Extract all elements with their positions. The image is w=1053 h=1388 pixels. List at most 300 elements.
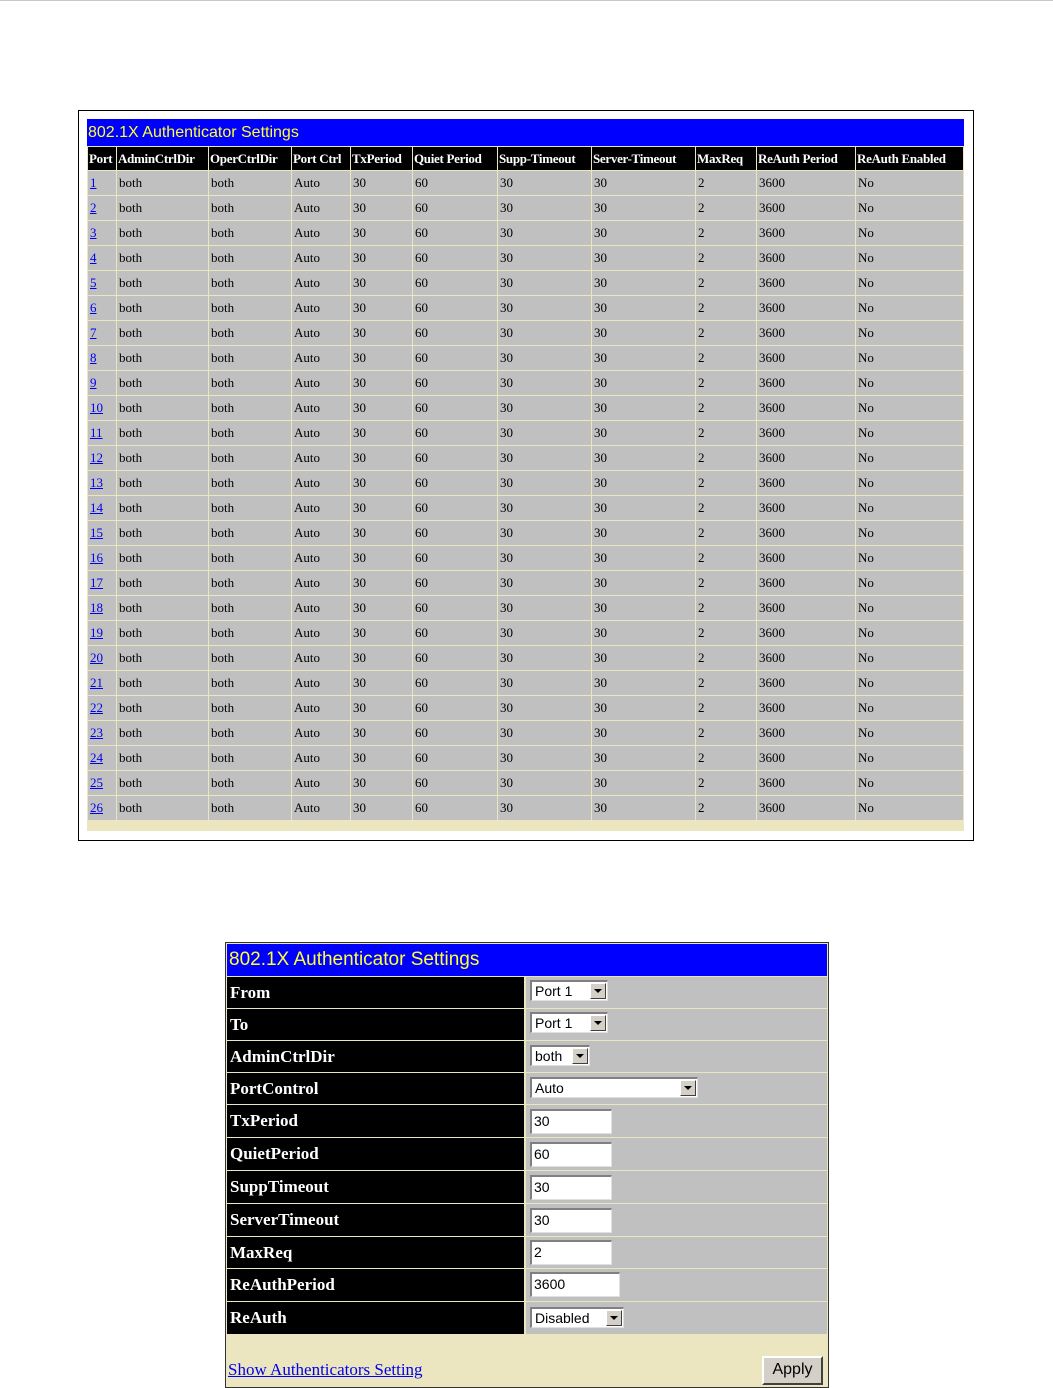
cell-port-ctrl: Auto (292, 446, 350, 470)
cell-supp-timeout: 30 (498, 521, 591, 545)
cell-max-req: 2 (696, 496, 756, 520)
cell-oper-ctrl-dir: both (209, 421, 291, 445)
cell-port (88, 496, 116, 520)
cell-reauth-period: 3600 (757, 596, 855, 620)
cell-server-timeout: 30 (592, 796, 695, 820)
cell-server-timeout: 30 (592, 696, 695, 720)
reauth-label: ReAuth (227, 1302, 524, 1334)
cell-tx-period: 30 (351, 421, 412, 445)
cell-quiet-period: 60 (413, 521, 497, 545)
cell-reauth-period: 3600 (757, 671, 855, 695)
cell-quiet-period: 60 (413, 446, 497, 470)
cell-server-timeout: 30 (592, 421, 695, 445)
port-link[interactable]: 25 (90, 775, 103, 790)
port-link[interactable]: 11 (90, 425, 103, 440)
server-timeout-cell (526, 1204, 827, 1236)
cell-max-req: 2 (696, 721, 756, 745)
status-table-title: 802.1X Authenticator Settings (87, 119, 964, 146)
admin-ctrl-dir-cell (526, 1041, 827, 1072)
port-link[interactable]: 19 (90, 625, 103, 640)
port-link[interactable]: 21 (90, 675, 103, 690)
cell-max-req: 2 (696, 396, 756, 420)
cell-port-ctrl: Auto (292, 471, 350, 495)
cell-reauth-enabled: No (856, 346, 963, 370)
cell-supp-timeout: 30 (498, 296, 591, 320)
table-row (88, 696, 963, 720)
cell-reauth-enabled: No (856, 271, 963, 295)
cell-supp-timeout: 30 (498, 746, 591, 770)
cell-reauth-enabled: No (856, 646, 963, 670)
cell-oper-ctrl-dir: both (209, 496, 291, 520)
cell-supp-timeout: 30 (498, 696, 591, 720)
cell-reauth-enabled: No (856, 546, 963, 570)
cell-reauth-enabled: No (856, 721, 963, 745)
col-header-oper-ctrl-dir: OperCtrlDir (209, 147, 291, 170)
cell-port-ctrl: Auto (292, 521, 350, 545)
cell-oper-ctrl-dir: both (209, 196, 291, 220)
authenticator-status-area (87, 119, 964, 831)
cell-supp-timeout: 30 (498, 571, 591, 595)
cell-server-timeout: 30 (592, 496, 695, 520)
port-link[interactable]: 20 (90, 650, 103, 665)
table-row (88, 446, 963, 470)
cell-tx-period: 30 (351, 521, 412, 545)
cell-tx-period: 30 (351, 571, 412, 595)
cell-server-timeout: 30 (592, 371, 695, 395)
cell-port (88, 521, 116, 545)
cell-oper-ctrl-dir: both (209, 371, 291, 395)
cell-max-req: 2 (696, 621, 756, 645)
cell-port-ctrl: Auto (292, 771, 350, 795)
cell-reauth-period: 3600 (757, 496, 855, 520)
cell-supp-timeout: 30 (498, 421, 591, 445)
tx-period-label: TxPeriod (227, 1105, 524, 1137)
cell-reauth-period: 3600 (757, 771, 855, 795)
cell-reauth-period: 3600 (757, 546, 855, 570)
cell-server-timeout: 30 (592, 546, 695, 570)
cell-admin-ctrl-dir: both (117, 696, 208, 720)
cell-port-ctrl: Auto (292, 321, 350, 345)
cell-reauth-enabled: No (856, 471, 963, 495)
cell-oper-ctrl-dir: both (209, 746, 291, 770)
table-row (88, 571, 963, 595)
port-link[interactable]: 26 (90, 800, 103, 815)
chevron-down-icon[interactable] (680, 1080, 696, 1096)
cell-reauth-period: 3600 (757, 296, 855, 320)
cell-supp-timeout: 30 (498, 496, 591, 520)
cell-tx-period: 30 (351, 321, 412, 345)
col-header-quiet-period: Quiet Period (413, 147, 497, 170)
cell-admin-ctrl-dir: both (117, 621, 208, 645)
authenticator-status-table (87, 146, 964, 821)
cell-quiet-period: 60 (413, 771, 497, 795)
cell-quiet-period: 60 (413, 346, 497, 370)
cell-server-timeout: 30 (592, 621, 695, 645)
port-link[interactable]: 6 (90, 300, 97, 315)
chevron-down-icon[interactable] (572, 1048, 588, 1064)
cell-admin-ctrl-dir: both (117, 371, 208, 395)
cell-supp-timeout: 30 (498, 646, 591, 670)
table-row (88, 596, 963, 620)
cell-oper-ctrl-dir: both (209, 221, 291, 245)
cell-oper-ctrl-dir: both (209, 621, 291, 645)
supp-timeout-label: SuppTimeout (227, 1171, 524, 1203)
col-header-port: Port (88, 147, 116, 170)
cell-reauth-enabled: No (856, 196, 963, 220)
port-control-label: PortControl (227, 1073, 524, 1104)
cell-max-req: 2 (696, 546, 756, 570)
cell-oper-ctrl-dir: both (209, 171, 291, 195)
to-cell (526, 1009, 827, 1040)
table-row (88, 296, 963, 320)
port-link[interactable]: 10 (90, 400, 103, 415)
apply-button[interactable]: Apply (762, 1356, 823, 1385)
port-link[interactable]: 9 (90, 375, 97, 390)
port-link[interactable]: 5 (90, 275, 97, 290)
cell-reauth-period: 3600 (757, 471, 855, 495)
reauth-cell (526, 1302, 827, 1334)
port-link[interactable]: 14 (90, 500, 103, 515)
table-row (88, 171, 963, 195)
cell-reauth-enabled: No (856, 671, 963, 695)
cell-quiet-period: 60 (413, 471, 497, 495)
supp-timeout-input[interactable]: 30 (530, 1175, 612, 1200)
cell-reauth-period: 3600 (757, 796, 855, 820)
chevron-down-icon[interactable] (606, 1310, 622, 1326)
cell-max-req: 2 (696, 221, 756, 245)
cell-oper-ctrl-dir: both (209, 771, 291, 795)
from-port-select[interactable] (530, 980, 608, 1001)
cell-quiet-period: 60 (413, 621, 497, 645)
cell-oper-ctrl-dir: both (209, 721, 291, 745)
cell-tx-period: 30 (351, 196, 412, 220)
cell-reauth-period: 3600 (757, 371, 855, 395)
cell-supp-timeout: 30 (498, 546, 591, 570)
port-link[interactable]: 17 (90, 575, 103, 590)
cell-reauth-period: 3600 (757, 346, 855, 370)
server-timeout-label: ServerTimeout (227, 1204, 524, 1236)
cell-port (88, 471, 116, 495)
table-row (88, 621, 963, 645)
cell-port (88, 271, 116, 295)
cell-server-timeout: 30 (592, 746, 695, 770)
form-row-reauth (227, 1302, 827, 1334)
cell-reauth-period: 3600 (757, 271, 855, 295)
port-control-select[interactable] (530, 1077, 698, 1098)
cell-server-timeout: 30 (592, 721, 695, 745)
cell-supp-timeout: 30 (498, 271, 591, 295)
cell-port-ctrl: Auto (292, 496, 350, 520)
cell-server-timeout: 30 (592, 271, 695, 295)
cell-admin-ctrl-dir: both (117, 571, 208, 595)
table-row (88, 471, 963, 495)
cell-admin-ctrl-dir: both (117, 471, 208, 495)
cell-max-req: 2 (696, 446, 756, 470)
cell-admin-ctrl-dir: both (117, 421, 208, 445)
col-header-server-timeout: Server-Timeout (592, 147, 695, 170)
supp-timeout-cell (526, 1171, 827, 1203)
tx-period-cell (526, 1105, 827, 1137)
table-row (88, 271, 963, 295)
cell-supp-timeout: 30 (498, 346, 591, 370)
cell-max-req: 2 (696, 671, 756, 695)
cell-server-timeout: 30 (592, 571, 695, 595)
cell-reauth-enabled: No (856, 321, 963, 345)
admin-ctrl-dir-value: both (535, 1048, 563, 1064)
cell-max-req: 2 (696, 296, 756, 320)
cell-tx-period: 30 (351, 796, 412, 820)
cell-port-ctrl: Auto (292, 621, 350, 645)
cell-quiet-period: 60 (413, 546, 497, 570)
cell-oper-ctrl-dir: both (209, 296, 291, 320)
port-link[interactable]: 7 (90, 325, 97, 340)
cell-max-req: 2 (696, 321, 756, 345)
cell-reauth-period: 3600 (757, 396, 855, 420)
port-link[interactable]: 2 (90, 200, 97, 215)
cell-quiet-period: 60 (413, 246, 497, 270)
port-link[interactable]: 15 (90, 525, 103, 540)
table-row (88, 771, 963, 795)
port-link[interactable]: 23 (90, 725, 103, 740)
cell-oper-ctrl-dir: both (209, 521, 291, 545)
cell-reauth-enabled: No (856, 571, 963, 595)
cell-port-ctrl: Auto (292, 671, 350, 695)
cell-reauth-enabled: No (856, 621, 963, 645)
cell-supp-timeout: 30 (498, 246, 591, 270)
form-row-to (227, 1009, 827, 1040)
cell-max-req: 2 (696, 521, 756, 545)
cell-port-ctrl: Auto (292, 371, 350, 395)
form-row-from (227, 977, 827, 1008)
cell-tx-period: 30 (351, 621, 412, 645)
cell-admin-ctrl-dir: both (117, 546, 208, 570)
reauth-period-cell (526, 1269, 827, 1301)
cell-tx-period: 30 (351, 396, 412, 420)
cell-tx-period: 30 (351, 696, 412, 720)
cell-quiet-period: 60 (413, 671, 497, 695)
cell-max-req: 2 (696, 646, 756, 670)
cell-admin-ctrl-dir: both (117, 321, 208, 345)
quiet-period-label: QuietPeriod (227, 1138, 524, 1170)
cell-port-ctrl: Auto (292, 221, 350, 245)
cell-quiet-period: 60 (413, 421, 497, 445)
table-row (88, 196, 963, 220)
settings-form-title: 802.1X Authenticator Settings (227, 944, 827, 976)
cell-port-ctrl: Auto (292, 596, 350, 620)
port-link[interactable]: 8 (90, 350, 97, 365)
port-link[interactable]: 4 (90, 250, 97, 265)
reauth-select[interactable] (530, 1307, 624, 1328)
cell-port-ctrl: Auto (292, 696, 350, 720)
cell-tx-period: 30 (351, 471, 412, 495)
cell-supp-timeout: 30 (498, 621, 591, 645)
port-link[interactable]: 16 (90, 550, 103, 565)
cell-max-req: 2 (696, 421, 756, 445)
cell-tx-period: 30 (351, 496, 412, 520)
port-link[interactable]: 13 (90, 475, 103, 490)
cell-reauth-period: 3600 (757, 221, 855, 245)
form-row-supp-timeout (227, 1171, 827, 1203)
cell-server-timeout: 30 (592, 321, 695, 345)
table-row (88, 521, 963, 545)
cell-tx-period: 30 (351, 546, 412, 570)
port-link[interactable]: 1 (90, 175, 97, 190)
authenticator-status-panel (78, 110, 974, 841)
cell-quiet-period: 60 (413, 271, 497, 295)
cell-admin-ctrl-dir: both (117, 346, 208, 370)
max-req-input[interactable]: 2 (530, 1240, 612, 1265)
form-row-reauth-period (227, 1269, 827, 1301)
cell-max-req: 2 (696, 746, 756, 770)
tx-period-input[interactable]: 30 (530, 1109, 612, 1134)
cell-admin-ctrl-dir: both (117, 746, 208, 770)
cell-quiet-period: 60 (413, 171, 497, 195)
cell-quiet-period: 60 (413, 321, 497, 345)
port-link[interactable]: 18 (90, 600, 103, 615)
col-header-max-req: MaxReq (696, 147, 756, 170)
cell-quiet-period: 60 (413, 296, 497, 320)
cell-port (88, 571, 116, 595)
cell-server-timeout: 30 (592, 646, 695, 670)
cell-tx-period: 30 (351, 646, 412, 670)
server-timeout-input[interactable]: 30 (530, 1208, 612, 1233)
cell-port (88, 771, 116, 795)
reauth-period-input[interactable]: 3600 (530, 1272, 620, 1297)
cell-reauth-enabled: No (856, 171, 963, 195)
cell-quiet-period: 60 (413, 696, 497, 720)
port-link[interactable]: 22 (90, 700, 103, 715)
cell-tx-period: 30 (351, 296, 412, 320)
form-row-quiet-period (227, 1138, 827, 1170)
cell-server-timeout: 30 (592, 396, 695, 420)
cell-admin-ctrl-dir: both (117, 296, 208, 320)
port-link[interactable]: 24 (90, 750, 103, 765)
cell-port-ctrl: Auto (292, 271, 350, 295)
reauth-period-label: ReAuthPeriod (227, 1269, 524, 1301)
cell-supp-timeout: 30 (498, 221, 591, 245)
cell-oper-ctrl-dir: both (209, 796, 291, 820)
cell-reauth-enabled: No (856, 796, 963, 820)
cell-tx-period: 30 (351, 346, 412, 370)
cell-supp-timeout: 30 (498, 321, 591, 345)
cell-reauth-period: 3600 (757, 721, 855, 745)
cell-reauth-enabled: No (856, 421, 963, 445)
cell-port (88, 396, 116, 420)
cell-reauth-enabled: No (856, 371, 963, 395)
cell-reauth-period: 3600 (757, 521, 855, 545)
cell-max-req: 2 (696, 371, 756, 395)
cell-max-req: 2 (696, 796, 756, 820)
cell-reauth-enabled: No (856, 221, 963, 245)
cell-port (88, 696, 116, 720)
cell-port (88, 346, 116, 370)
cell-port-ctrl: Auto (292, 796, 350, 820)
cell-admin-ctrl-dir: both (117, 771, 208, 795)
cell-max-req: 2 (696, 196, 756, 220)
table-row (88, 721, 963, 745)
col-header-reauth-period: ReAuth Period (757, 147, 855, 170)
quiet-period-cell (526, 1138, 827, 1170)
form-row-server-timeout (227, 1204, 827, 1236)
cell-port (88, 646, 116, 670)
cell-port (88, 446, 116, 470)
cell-tx-period: 30 (351, 721, 412, 745)
cell-tx-period: 30 (351, 271, 412, 295)
chevron-down-icon[interactable] (590, 1015, 606, 1031)
quiet-period-input[interactable]: 60 (530, 1142, 612, 1167)
cell-max-req: 2 (696, 246, 756, 270)
cell-reauth-enabled: No (856, 771, 963, 795)
cell-reauth-period: 3600 (757, 696, 855, 720)
cell-supp-timeout: 30 (498, 171, 591, 195)
admin-ctrl-dir-select[interactable] (530, 1045, 590, 1066)
cell-admin-ctrl-dir: both (117, 221, 208, 245)
table-row (88, 346, 963, 370)
cell-reauth-enabled: No (856, 746, 963, 770)
from-cell (526, 977, 827, 1008)
form-row-port-control (227, 1073, 827, 1104)
cell-reauth-period: 3600 (757, 621, 855, 645)
cell-quiet-period: 60 (413, 646, 497, 670)
cell-port (88, 221, 116, 245)
cell-admin-ctrl-dir: both (117, 396, 208, 420)
cell-server-timeout: 30 (592, 596, 695, 620)
cell-supp-timeout: 30 (498, 721, 591, 745)
cell-server-timeout: 30 (592, 446, 695, 470)
cell-quiet-period: 60 (413, 746, 497, 770)
cell-reauth-enabled: No (856, 521, 963, 545)
cell-reauth-enabled: No (856, 296, 963, 320)
table-row (88, 496, 963, 520)
status-table-body (88, 171, 963, 820)
port-control-value: Auto (535, 1080, 564, 1096)
cell-reauth-period: 3600 (757, 646, 855, 670)
cell-tx-period: 30 (351, 246, 412, 270)
cell-tx-period: 30 (351, 171, 412, 195)
cell-admin-ctrl-dir: both (117, 196, 208, 220)
to-port-select[interactable] (530, 1012, 608, 1033)
cell-tx-period: 30 (351, 221, 412, 245)
port-link[interactable]: 3 (90, 225, 97, 240)
cell-port (88, 196, 116, 220)
chevron-down-icon[interactable] (590, 983, 606, 999)
cell-oper-ctrl-dir: both (209, 546, 291, 570)
cell-port (88, 246, 116, 270)
cell-oper-ctrl-dir: both (209, 596, 291, 620)
cell-port (88, 621, 116, 645)
cell-port-ctrl: Auto (292, 396, 350, 420)
show-authenticators-setting-link[interactable]: Show Authenticators Setting (228, 1360, 423, 1379)
cell-supp-timeout: 30 (498, 471, 591, 495)
cell-tx-period: 30 (351, 771, 412, 795)
cell-server-timeout: 30 (592, 296, 695, 320)
form-row-admin-ctrl-dir (227, 1041, 827, 1072)
port-link[interactable]: 12 (90, 450, 103, 465)
cell-max-req: 2 (696, 471, 756, 495)
cell-admin-ctrl-dir: both (117, 246, 208, 270)
cell-reauth-enabled: No (856, 246, 963, 270)
authenticator-settings-form (225, 942, 829, 1388)
col-header-supp-timeout: Supp-Timeout (498, 147, 591, 170)
cell-server-timeout: 30 (592, 521, 695, 545)
cell-port-ctrl: Auto (292, 171, 350, 195)
cell-admin-ctrl-dir: both (117, 446, 208, 470)
cell-port-ctrl: Auto (292, 296, 350, 320)
cell-port-ctrl: Auto (292, 546, 350, 570)
cell-reauth-enabled: No (856, 396, 963, 420)
cell-port-ctrl: Auto (292, 721, 350, 745)
cell-supp-timeout: 30 (498, 671, 591, 695)
